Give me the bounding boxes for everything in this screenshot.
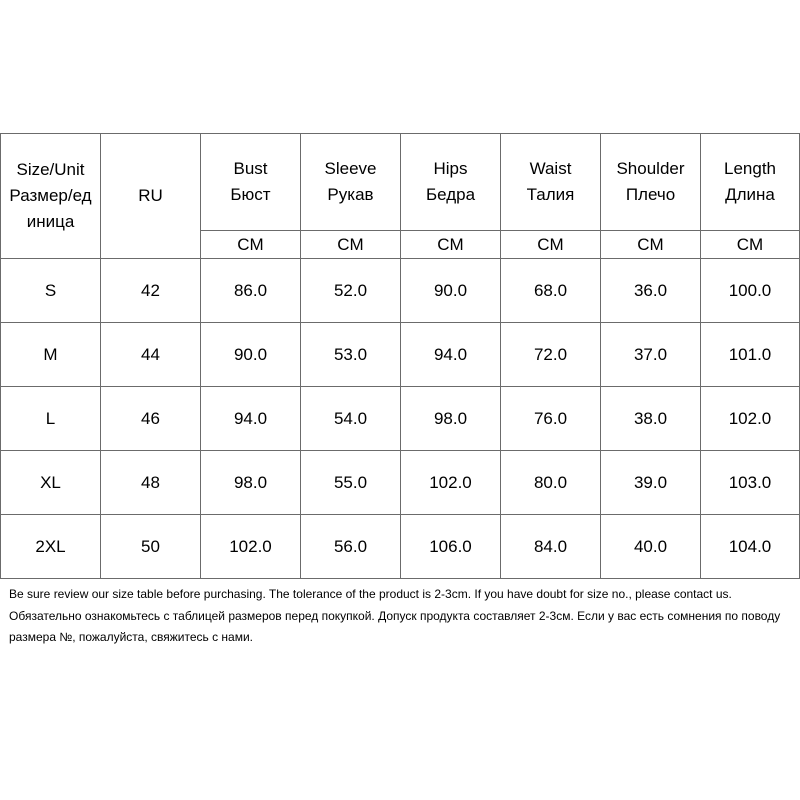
hips-cell: 94.0 xyxy=(401,323,501,387)
size-cell: M xyxy=(1,323,101,387)
header-size-unit: Size/Unit Размер/ед иница xyxy=(1,134,101,259)
header-hips: Hips Бедра xyxy=(401,134,501,231)
table-row xyxy=(1,387,800,451)
waist-cell: 76.0 xyxy=(501,387,601,451)
length-cell: 104.0 xyxy=(701,515,800,579)
header-bust: Bust Бюст xyxy=(201,134,301,231)
waist-cell: 68.0 xyxy=(501,259,601,323)
note-english: Be sure review our size table before purchasing. The tolerance of the product is 2-3cm. If you have doubt for size no., please contact us. xyxy=(9,587,732,601)
shoulder-cell: 36.0 xyxy=(601,259,701,323)
sleeve-cell: 53.0 xyxy=(301,323,401,387)
shoulder-cell: 38.0 xyxy=(601,387,701,451)
shoulder-cell: 40.0 xyxy=(601,515,701,579)
waist-cell: 84.0 xyxy=(501,515,601,579)
ru-cell: 42 xyxy=(101,259,201,323)
bust-cell: 102.0 xyxy=(201,515,301,579)
unit-hips: CM xyxy=(401,231,501,259)
bust-cell: 86.0 xyxy=(201,259,301,323)
bust-cell: 90.0 xyxy=(201,323,301,387)
sleeve-cell: 56.0 xyxy=(301,515,401,579)
sleeve-cell: 55.0 xyxy=(301,451,401,515)
hips-cell: 102.0 xyxy=(401,451,501,515)
size-cell: 2XL xyxy=(1,515,101,579)
waist-cell: 80.0 xyxy=(501,451,601,515)
hips-cell: 106.0 xyxy=(401,515,501,579)
note-russian: Обязательно ознакомьтесь с таблицей размеров перед покупкой. Допуск продукта составляет 2-3см. Если у вас есть сомнения по поводу размера №, пожалуйста, свяжитесь с нами. xyxy=(9,608,781,644)
table-row xyxy=(1,323,800,387)
hips-cell: 90.0 xyxy=(401,259,501,323)
shoulder-cell: 37.0 xyxy=(601,323,701,387)
size-cell: L xyxy=(1,387,101,451)
sleeve-cell: 52.0 xyxy=(301,259,401,323)
header-sleeve: Sleeve Рукав xyxy=(301,134,401,231)
unit-sleeve: CM xyxy=(301,231,401,259)
unit-length: CM xyxy=(701,231,800,259)
length-cell: 100.0 xyxy=(701,259,800,323)
size-chart-table xyxy=(0,133,800,579)
shoulder-cell: 39.0 xyxy=(601,451,701,515)
header-shoulder: Shoulder Плечо xyxy=(601,134,701,231)
table-row xyxy=(1,451,800,515)
waist-cell: 72.0 xyxy=(501,323,601,387)
size-notes xyxy=(9,584,794,649)
size-cell: S xyxy=(1,259,101,323)
hips-cell: 98.0 xyxy=(401,387,501,451)
ru-cell: 50 xyxy=(101,515,201,579)
length-cell: 101.0 xyxy=(701,323,800,387)
ru-cell: 46 xyxy=(101,387,201,451)
ru-cell: 44 xyxy=(101,323,201,387)
unit-shoulder: CM xyxy=(601,231,701,259)
table-row xyxy=(1,515,800,579)
header-row xyxy=(1,134,800,231)
table-row xyxy=(1,259,800,323)
bust-cell: 94.0 xyxy=(201,387,301,451)
bust-cell: 98.0 xyxy=(201,451,301,515)
length-cell: 103.0 xyxy=(701,451,800,515)
ru-cell: 48 xyxy=(101,451,201,515)
unit-bust: CM xyxy=(201,231,301,259)
header-length: Length Длина xyxy=(701,134,800,231)
unit-waist: CM xyxy=(501,231,601,259)
header-waist: Waist Талия xyxy=(501,134,601,231)
header-ru: RU xyxy=(101,134,201,259)
size-cell: XL xyxy=(1,451,101,515)
length-cell: 102.0 xyxy=(701,387,800,451)
sleeve-cell: 54.0 xyxy=(301,387,401,451)
